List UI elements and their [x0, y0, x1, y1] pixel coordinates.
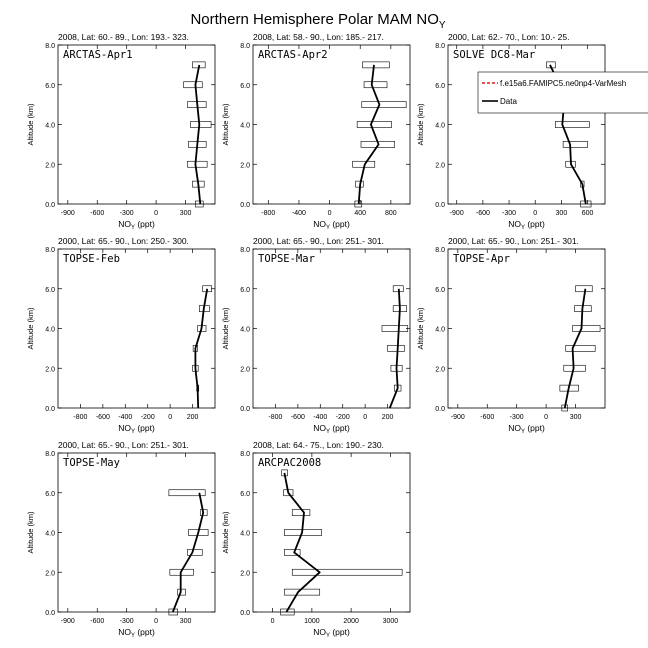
- x-tick-label: 0: [154, 618, 159, 625]
- panel-name: ARCTAS-Apr1: [63, 49, 133, 61]
- x-tick-label: 0: [327, 210, 332, 217]
- panel-name: ARCPAC2008: [258, 457, 322, 469]
- y-tick-label: 0.0: [240, 202, 250, 209]
- x-tick-label: -400: [313, 414, 328, 421]
- x-axis-label-main: NO: [313, 423, 326, 433]
- range-box: [284, 589, 319, 595]
- x-axis-label-main: NO: [508, 219, 521, 229]
- plot-frame: [58, 249, 215, 408]
- y-axis-label: Altitude (km): [26, 103, 35, 146]
- x-tick-label: 0: [363, 414, 368, 421]
- x-tick-label: -600: [95, 414, 110, 421]
- y-tick-label: 8.0: [45, 451, 55, 458]
- x-tick-label: 0: [533, 210, 538, 217]
- panel-arctas-apr1: [26, 32, 215, 231]
- panel-name: TOPSE-Mar: [258, 253, 315, 265]
- x-tick-label: 0: [168, 414, 173, 421]
- x-tick-label: -400: [291, 210, 306, 217]
- panel-name: ARCTAS-Apr2: [258, 49, 328, 61]
- range-box: [363, 62, 390, 68]
- panel-topse-feb: [26, 236, 215, 435]
- plot-frame: [253, 249, 410, 408]
- x-axis-label-sub: Y: [325, 225, 330, 231]
- panel-name: SOLVE DC8-Mar: [453, 49, 536, 61]
- y-tick-label: 6.0: [45, 286, 55, 294]
- y-tick-label: 2.0: [45, 162, 55, 170]
- legend-model-label: f.e15a6.FAMIPC5.ne0np4-VarMesh: [500, 79, 627, 88]
- panel-header: 2008, Lat: 60.- 89., Lon: 193.- 323.: [58, 32, 189, 42]
- plot-frame: [58, 453, 215, 612]
- x-tick-label: 200: [186, 414, 199, 421]
- range-box: [563, 141, 587, 147]
- range-box: [357, 122, 391, 128]
- x-axis-label-unit: (ppt): [329, 423, 350, 433]
- y-tick-label: 8.0: [435, 43, 445, 50]
- range-box: [364, 82, 387, 88]
- x-tick-label: 0: [154, 210, 159, 217]
- range-box: [555, 122, 589, 128]
- y-tick-label: 8.0: [240, 43, 250, 50]
- range-box: [188, 161, 208, 167]
- y-tick-label: 6.0: [435, 286, 445, 294]
- y-tick-label: 4.0: [240, 326, 250, 334]
- range-box: [576, 286, 593, 292]
- plot-frame: [253, 45, 410, 204]
- data-line: [284, 473, 319, 612]
- range-box: [566, 345, 595, 351]
- panel-arctas-apr2: [221, 32, 410, 231]
- y-tick-label: 8.0: [435, 247, 445, 254]
- x-tick-label: 800: [385, 210, 397, 217]
- data-line: [195, 289, 207, 408]
- y-tick-label: 8.0: [240, 451, 250, 458]
- x-tick-label: 3000: [382, 618, 399, 625]
- y-tick-label: 6.0: [45, 490, 55, 498]
- x-tick-label: 400: [354, 210, 367, 217]
- y-tick-label: 8.0: [240, 247, 250, 254]
- x-tick-label: 0: [544, 414, 549, 421]
- x-tick-label: -600: [475, 210, 490, 217]
- x-axis-label-unit: (ppt): [134, 423, 155, 433]
- x-axis-label-sub: Y: [130, 225, 135, 231]
- y-tick-label: 0.0: [240, 406, 250, 413]
- range-box: [190, 122, 211, 128]
- y-axis-label: Altitude (km): [26, 307, 35, 350]
- data-line: [195, 65, 200, 204]
- x-tick-label: -400: [118, 414, 133, 421]
- range-box: [188, 549, 203, 555]
- x-tick-label: -900: [60, 618, 75, 625]
- data-line: [565, 289, 586, 408]
- y-axis-label: Altitude (km): [221, 511, 230, 554]
- x-axis-label: [313, 219, 350, 231]
- plot-frame: [253, 453, 410, 612]
- panel-topse-may: [26, 440, 215, 639]
- y-tick-label: 2.0: [45, 570, 55, 578]
- y-axis-label: Altitude (km): [416, 307, 425, 350]
- x-axis-label: [508, 219, 545, 231]
- x-axis-label-unit: (ppt): [329, 219, 350, 229]
- panel-name: TOPSE-Apr: [453, 253, 510, 265]
- figure-title-main: Northern Hemisphere Polar MAM NO: [190, 11, 439, 28]
- x-tick-label: -900: [450, 414, 465, 421]
- y-tick-label: 8.0: [45, 247, 55, 254]
- panel-header: 2000, Lat: 62.- 70., Lon: 10.- 25.: [448, 32, 570, 42]
- x-axis-label-unit: (ppt): [329, 627, 350, 637]
- y-tick-label: 2.0: [240, 570, 250, 578]
- y-tick-label: 2.0: [435, 162, 445, 170]
- y-tick-label: 4.0: [240, 122, 250, 130]
- y-tick-label: 2.0: [240, 366, 250, 374]
- x-tick-label: -300: [119, 618, 134, 625]
- panel-header: 2000, Lat: 65.- 90., Lon: 250.- 300.: [58, 236, 189, 246]
- x-axis-label-unit: (ppt): [524, 423, 545, 433]
- x-tick-label: -900: [60, 210, 75, 217]
- y-tick-label: 2.0: [240, 162, 250, 170]
- x-tick-label: -300: [509, 414, 524, 421]
- x-axis-label-sub: Y: [130, 633, 135, 639]
- y-tick-label: 6.0: [45, 82, 55, 90]
- x-axis-label: [313, 627, 350, 639]
- y-axis-label: Altitude (km): [26, 511, 35, 554]
- y-tick-label: 0.0: [435, 202, 445, 209]
- y-tick-label: 2.0: [435, 366, 445, 374]
- x-axis-label: [313, 423, 350, 435]
- x-tick-label: 200: [381, 414, 394, 421]
- y-tick-label: 0.0: [45, 202, 55, 209]
- x-axis-label-main: NO: [508, 423, 521, 433]
- y-tick-label: 4.0: [240, 530, 250, 538]
- range-box: [184, 82, 203, 88]
- y-tick-label: 0.0: [45, 610, 55, 617]
- y-tick-label: 4.0: [45, 326, 55, 334]
- x-tick-label: 300: [179, 618, 192, 625]
- plot-frame: [58, 45, 215, 204]
- panel-solve-dc8-mar: [416, 32, 648, 231]
- range-box: [382, 326, 408, 332]
- x-axis-label-main: NO: [313, 219, 326, 229]
- x-tick-label: -800: [268, 414, 283, 421]
- x-tick-label: 2000: [343, 618, 359, 625]
- x-axis-label: [118, 423, 155, 435]
- y-tick-label: 4.0: [435, 326, 445, 334]
- data-line: [359, 65, 380, 204]
- x-tick-label: 300: [555, 210, 568, 217]
- panel-topse-mar: [221, 236, 410, 435]
- y-tick-label: 6.0: [240, 82, 250, 90]
- x-tick-label: 1000: [304, 618, 320, 625]
- x-axis-label-main: NO: [118, 627, 131, 637]
- range-box: [388, 345, 405, 351]
- panel-header: 2008, Lat: 58.- 90., Lon: 185.- 217.: [253, 32, 384, 42]
- x-tick-label: -900: [449, 210, 464, 217]
- x-tick-label: 0: [270, 618, 275, 625]
- x-axis-label: [118, 219, 155, 231]
- data-line: [390, 289, 400, 408]
- panel-arcpac2008: [221, 440, 410, 639]
- x-axis-label: [118, 627, 155, 639]
- x-tick-label: -300: [502, 210, 517, 217]
- x-tick-label: -600: [480, 414, 495, 421]
- x-axis-label-sub: Y: [520, 225, 525, 231]
- x-tick-label: -600: [90, 618, 105, 625]
- x-axis-label-unit: (ppt): [524, 219, 545, 229]
- panel-header: 2000, Lat: 65.- 90., Lon: 251.- 301.: [58, 440, 189, 450]
- x-tick-label: 300: [179, 210, 192, 217]
- x-tick-label: -800: [73, 414, 88, 421]
- y-tick-label: 6.0: [435, 82, 445, 90]
- x-axis-label-main: NO: [118, 219, 131, 229]
- range-box: [564, 365, 586, 371]
- panels: [26, 32, 648, 639]
- x-axis-label-sub: Y: [130, 429, 135, 435]
- y-axis-label: Altitude (km): [221, 103, 230, 146]
- y-tick-label: 6.0: [240, 286, 250, 294]
- range-box: [573, 326, 600, 332]
- figure-title: [190, 11, 445, 31]
- range-box: [292, 569, 402, 575]
- x-tick-label: 300: [569, 414, 582, 421]
- x-tick-label: 600: [581, 210, 594, 217]
- x-axis-label-sub: Y: [520, 429, 525, 435]
- y-tick-label: 6.0: [240, 490, 250, 498]
- range-box: [362, 102, 406, 108]
- x-axis-label-unit: (ppt): [134, 627, 155, 637]
- x-tick-label: -300: [119, 210, 134, 217]
- y-axis-label: Altitude (km): [221, 307, 230, 350]
- figure-title-sub: Y: [438, 20, 446, 31]
- panel-header: 2000, Lat: 65.- 90., Lon: 251.- 301.: [253, 236, 384, 246]
- panel-header: 2000, Lat: 65.- 90., Lon: 251.- 301.: [448, 236, 579, 246]
- panel-header: 2008, Lat: 64.- 75., Lon: 190.- 230.: [253, 440, 384, 450]
- x-tick-label: -600: [290, 414, 305, 421]
- y-tick-label: 4.0: [45, 122, 55, 130]
- y-axis-label: Altitude (km): [416, 103, 425, 146]
- legend-data-label: Data: [500, 97, 517, 106]
- range-box: [292, 510, 310, 516]
- x-axis-label-sub: Y: [325, 429, 330, 435]
- x-axis-label-sub: Y: [325, 633, 330, 639]
- legend: [478, 72, 648, 113]
- panel-topse-apr: [416, 236, 605, 435]
- x-axis-label: [508, 423, 545, 435]
- x-axis-label-unit: (ppt): [134, 219, 155, 229]
- panel-name: TOPSE-May: [63, 457, 120, 469]
- x-tick-label: -600: [90, 210, 105, 217]
- y-tick-label: 8.0: [45, 43, 55, 50]
- y-tick-label: 2.0: [45, 366, 55, 374]
- data-line: [173, 493, 203, 612]
- y-tick-label: 0.0: [240, 610, 250, 617]
- x-tick-label: -200: [335, 414, 350, 421]
- plot-frame: [448, 45, 605, 204]
- y-tick-label: 4.0: [435, 122, 445, 130]
- x-axis-label-main: NO: [313, 627, 326, 637]
- x-tick-label: -800: [261, 210, 276, 217]
- y-tick-label: 0.0: [435, 406, 445, 413]
- y-tick-label: 0.0: [45, 406, 55, 413]
- y-tick-label: 4.0: [45, 530, 55, 538]
- panel-name: TOPSE-Feb: [63, 253, 120, 265]
- x-axis-label-main: NO: [118, 423, 131, 433]
- x-tick-label: -200: [140, 414, 155, 421]
